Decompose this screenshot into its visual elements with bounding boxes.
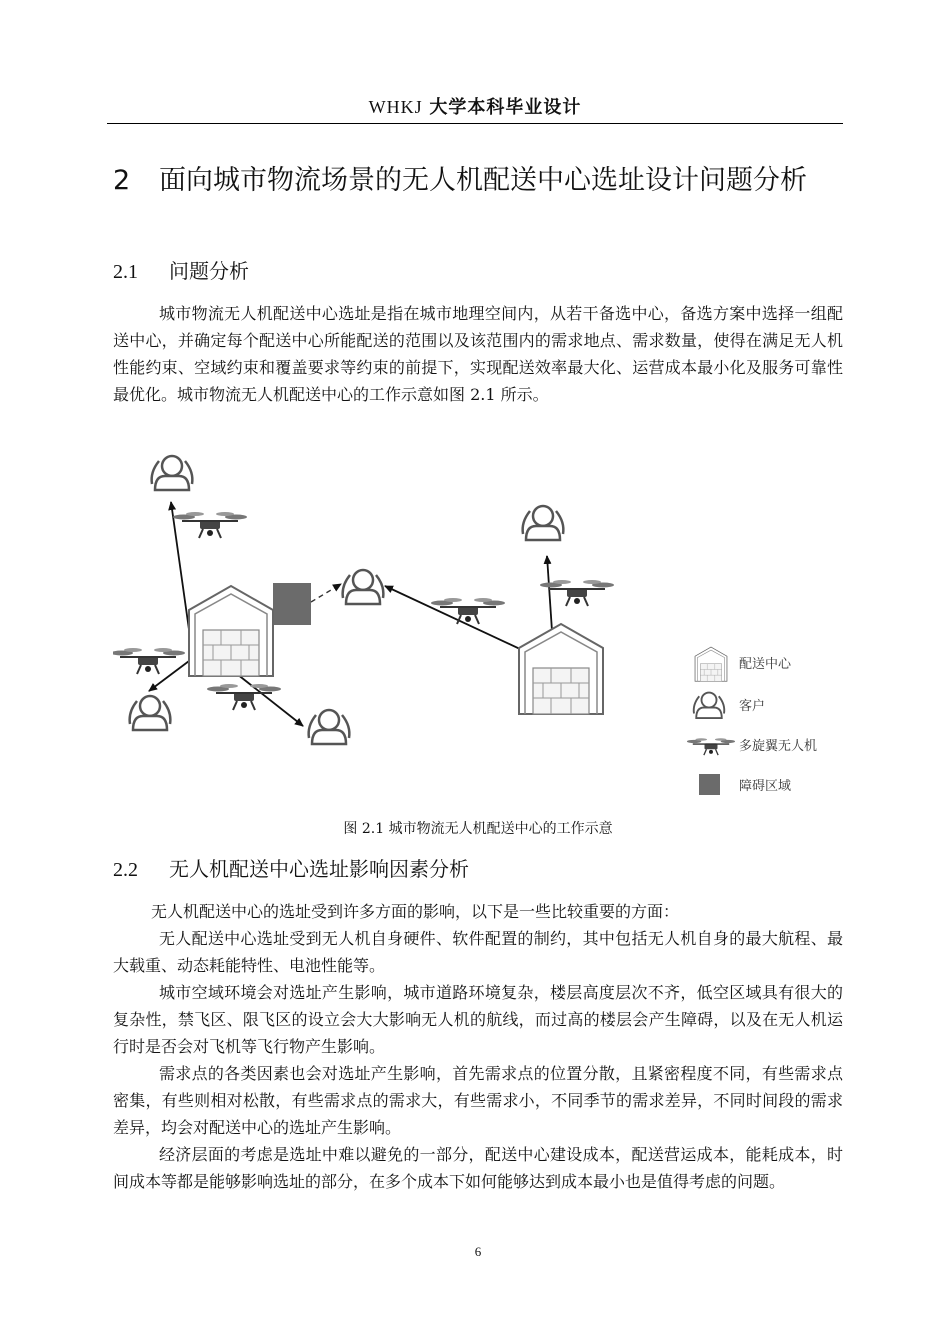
customer-icon: [343, 570, 384, 604]
drone-icon: [113, 648, 185, 674]
legend-label: 障碍区域: [739, 779, 792, 794]
customer-icon: [523, 506, 564, 540]
header-rule: [107, 123, 843, 124]
drone-icon: [207, 684, 281, 710]
legend-customer-icon: [694, 693, 725, 719]
section-heading-2-1: [113, 257, 249, 286]
drone-icon: [431, 598, 505, 624]
page-header: [107, 93, 843, 119]
legend-obstacle-icon: [699, 774, 720, 795]
body-paragraph: 经济层面的考虑是选址中难以避免的一部分，配送中心建设成本，配送营运成本，能耗成本，时间成本等都是能够影响选址的部分，在多个成本下如何能够达到成本最小也是值得考虑的问题。: [113, 1145, 843, 1191]
customer-icon: [130, 696, 171, 730]
section-title: 问题分析: [169, 259, 249, 283]
figure-caption: 图 2.1 城市物流无人机配送中心的工作示意: [343, 821, 613, 837]
section-number: 2.1: [113, 261, 138, 283]
page-number: 6: [474, 1244, 482, 1259]
warehouse-icon: [519, 624, 603, 714]
legend-label: 配送中心: [739, 657, 792, 672]
drone-icon: [540, 580, 614, 606]
legend-drone-icon: [687, 738, 735, 755]
legend-label: 多旋翼无人机: [739, 739, 818, 754]
section-title: 无人机配送中心选址影响因素分析: [169, 857, 469, 881]
section-heading-2-2: [113, 855, 469, 884]
chapter-heading: [113, 160, 843, 202]
legend-warehouse-icon: [695, 647, 727, 681]
obstacle-block: [273, 583, 311, 625]
figure-legend: [687, 647, 817, 795]
header-prefix: WHKJ: [368, 97, 423, 117]
drone-icon: [173, 512, 247, 538]
figure-diagram: [113, 438, 843, 810]
header-title: 大学本科毕业设计: [429, 97, 582, 118]
body-paragraph: 城市空域环境会对选址产生影响，城市道路环境复杂，楼层高度层次不齐，低空区域具有很大的复杂性，禁飞区、限飞区的设立会大大影响无人机的航线，而过高的楼层会产生障碍，以及在无人机运行时是否会对飞机等飞行物产生影响。: [113, 983, 843, 1056]
chapter-number: 2: [113, 165, 131, 196]
warehouse-icon: [189, 586, 273, 676]
customer-icon: [309, 710, 350, 744]
customer-icon: [152, 456, 193, 490]
section-number: 2.2: [113, 859, 138, 881]
body-paragraph: 无人机配送中心的选址受到许多方面的影响，以下是一些比较重要的方面：: [151, 902, 680, 921]
legend-label: 客户: [739, 699, 766, 714]
chapter-title: 面向城市物流场景的无人机配送中心选址设计问题分析: [159, 165, 807, 196]
body-paragraph: 无人配送中心选址受到无人机自身硬件、软件配置的制约，其中包括无人机自身的最大航程、最大载重、动态耗能特性、电池性能等。: [113, 929, 843, 975]
body-paragraph: 城市物流无人机配送中心选址是指在城市地理空间内，从若干备选中心，备选方案中选择一组配送中心，并确定每个配送中心所能配送的范围以及该范围内的需求地点、需求数量，使得在满足无人机性能约束、空域约束和覆盖要求等约束的前提下，实现配送效率最大化、运营成本最小化及服务可靠性最优化。城市物流无人机配送中心的工作示意如图 2.1 所示。: [113, 304, 843, 404]
body-paragraph: 需求点的各类因素也会对选址产生影响，首先需求点的位置分散，且紧密程度不同，有些需求点密集，有些则相对松散，有些需求点的需求大，有些需求小，不同季节的需求差异，不同时间段的需求差异，均会对配送中心的选址产生影响。: [113, 1064, 843, 1137]
